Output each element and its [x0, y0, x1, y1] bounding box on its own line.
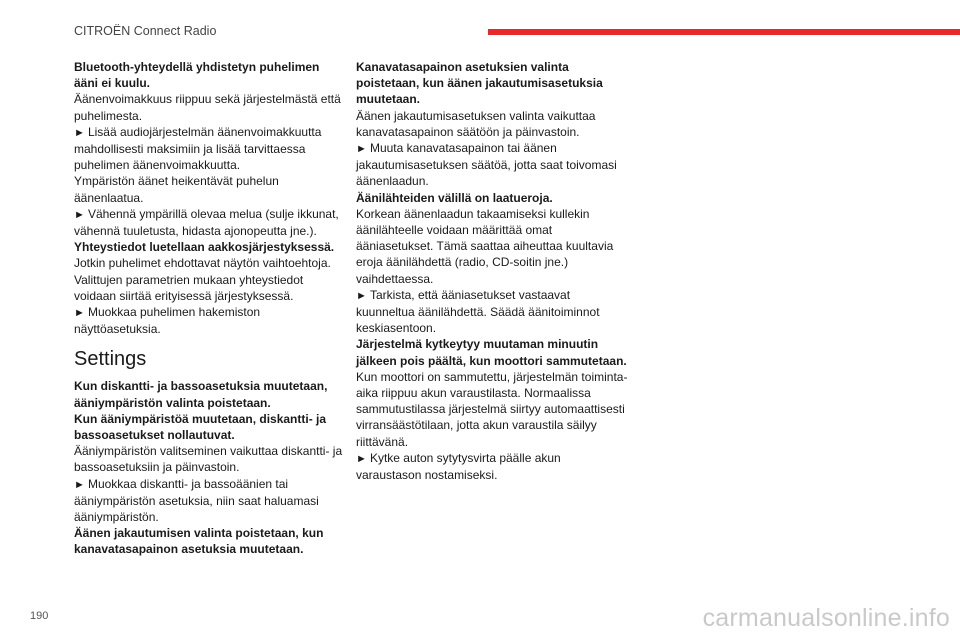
- body-paragraph: Äänenvoimakkuus riippuu sekä järjestelmästä että puhelimesta.: [74, 92, 341, 123]
- settings-paragraphs: [74, 378, 346, 557]
- bold-paragraph: Kun diskantti- ja bassoasetuksia muutetaan, ääniympäristön valinta poistetaan.: [74, 379, 328, 410]
- header-accent-bar: [488, 29, 960, 35]
- left-paragraphs: [74, 59, 346, 337]
- right-column: [356, 59, 628, 483]
- bold-paragraph: Äänen jakautumisen valinta poistetaan, kun kanavatasapainon asetuksia muutetaan.: [74, 526, 324, 557]
- left-column: [74, 59, 346, 558]
- bullet-instruction: ► Muokkaa puhelimen hakemiston näyttöasetuksia.: [74, 304, 346, 337]
- body-paragraph: Äänen jakautumisasetuksen valinta vaikuttaa kanavatasapainon säätöön ja päinvastoin.: [356, 108, 596, 139]
- bold-paragraph: Kun ääniympäristöä muutetaan, diskantti- ja bassoasetukset nollautuvat.: [74, 411, 327, 443]
- bullet-instruction: ► Tarkista, että ääniasetukset vastaavat kuunneltua äänilähdettä. Säädä äänitoiminnot keskiasentoon.: [356, 287, 628, 337]
- page-number: 190: [30, 610, 49, 622]
- bold-paragraph: Kanavatasapainon asetuksien valinta poistetaan, kun äänen jakautumisasetuksia muutetaan.: [356, 60, 603, 107]
- bold-paragraph: Bluetooth-yhteydellä yhdistetyn puhelimen ääni ei kuulu.: [74, 60, 320, 91]
- body-paragraph: Jotkin puhelimet ehdottavat näytön vaihtoehtoja. Valittujen parametrien mukaan yhteystiedot voidaan siirtää erityisessä järjestyksessä.: [74, 256, 331, 303]
- bold-paragraph: Yhteystiedot luetellaan aakkosjärjestyksessä.: [74, 240, 335, 255]
- body-paragraph: Ympäristön äänet heikentävät puhelun äänenlaatua.: [74, 174, 279, 205]
- bullet-instruction: ► Muuta kanavatasapainon tai äänen jakautumisasetuksen säätöä, jotta saat toivomasi äänenlaadun.: [356, 140, 628, 190]
- section-heading-settings: Settings: [74, 348, 147, 371]
- body-paragraph: Ääniympäristön valitseminen vaikuttaa diskantti- ja bassoasetuksiin ja päinvastoin.: [74, 444, 343, 475]
- bullet-instruction: ► Vähennä ympärillä olevaa melua (sulje ikkunat, vähennä tuuletusta, hidasta ajonopeutta jne.).: [74, 206, 346, 239]
- body-paragraph: Korkean äänenlaadun takaamiseksi kullekin äänilähteelle voidaan määrittää omat ääniasetukset. Tämä saattaa aiheuttaa kuultavia eroja äänilähdettä (radio, CD-soitin jne.) vaihdettaessa.: [356, 206, 614, 286]
- right-paragraphs: [356, 59, 628, 483]
- bold-paragraph: Järjestelmä kytkeytyy muutaman minuutin jälkeen pois päältä, kun moottori sammutetaan.: [356, 337, 627, 368]
- watermark: carmanualsonline.info: [702, 604, 950, 632]
- body-paragraph: Kun moottori on sammutettu, järjestelmän toiminta-aika riippuu akun varaustilasta. Normaalissa sammutustilassa järjestelmä siirtyy automaattisesti virransäästötilaan, jotta akun varaustila säilyy riittävänä.: [356, 369, 628, 449]
- bold-paragraph: Äänilähteiden välillä on laatueroja.: [356, 190, 553, 205]
- bullet-instruction: ► Muokkaa diskantti- ja bassoäänien tai ääniympäristön asetuksia, niin saat haluamasi ääniympäristön.: [74, 476, 346, 526]
- bullet-instruction: ► Kytke auton sytytysvirta päälle akun varaustason nostamiseksi.: [356, 450, 628, 483]
- header-title: CITROËN Connect Radio: [74, 24, 217, 38]
- bullet-instruction: ► Lisää audiojärjestelmän äänenvoimakkuutta mahdollisesti maksimiin ja lisää tarvittaessa puhelimen äänenvoimakkuutta.: [74, 124, 346, 174]
